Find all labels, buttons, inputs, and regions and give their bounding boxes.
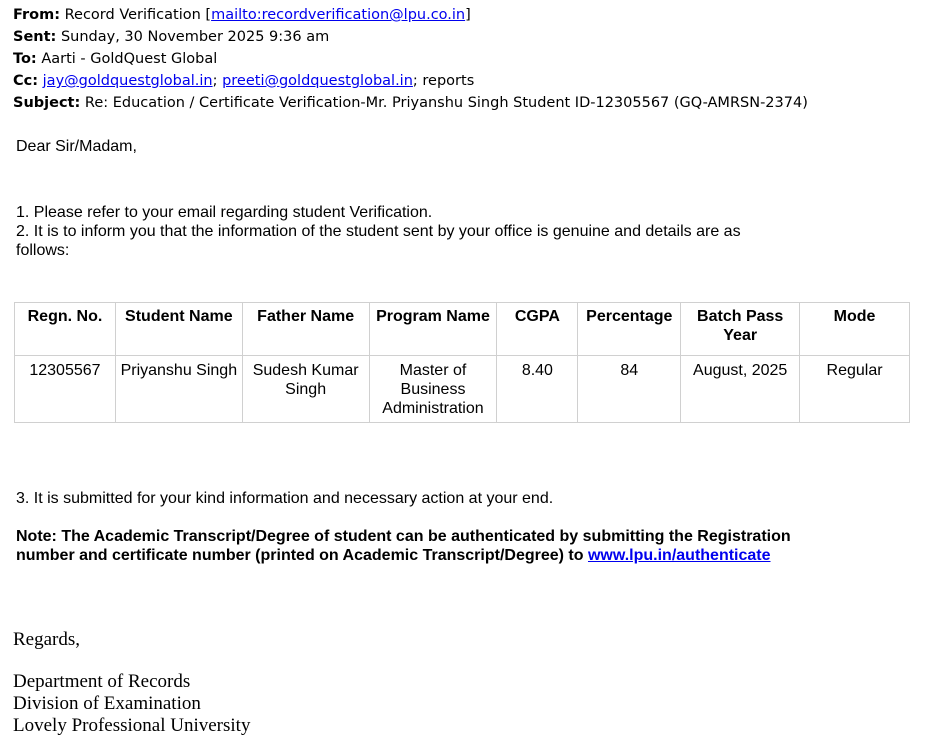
cell-percentage: 84: [578, 356, 681, 423]
column-header: Batch Pass Year: [681, 303, 800, 356]
column-header: Program Name: [369, 303, 497, 356]
column-header: Student Name: [115, 303, 242, 356]
cell-batch-pass-year: August, 2025: [681, 356, 800, 423]
table-header-row: [15, 303, 910, 356]
column-header: Father Name: [242, 303, 369, 356]
cc-link-preeti[interactable]: preeti@goldquestglobal.in: [222, 73, 413, 89]
cell-cgpa: 8.40: [497, 356, 578, 423]
table-row: [15, 356, 910, 423]
regards: Regards,: [13, 629, 81, 650]
cell-program-name: Master of Business Administration: [369, 356, 497, 423]
student-details-table: [14, 302, 910, 423]
cc-link-jay[interactable]: jay@goldquestglobal.in: [42, 73, 213, 89]
authenticate-link[interactable]: www.lpu.in/authenticate: [587, 547, 771, 564]
note: [16, 527, 791, 565]
note-line-1: Note: The Academic Transcript/Degree of student can be authenticated by submitting the Registration: [16, 528, 791, 545]
cell-regn-no: 12305567: [15, 356, 116, 423]
sent-label: Sent:: [13, 29, 57, 45]
to-label: To:: [13, 51, 37, 67]
column-header: Regn. No.: [15, 303, 116, 356]
subject-value: Re: Education / Certificate Verification-Mr. Priyanshu Singh Student ID-12305567 (GQ-AMRSN-2374): [84, 95, 808, 111]
cc-label: Cc:: [13, 73, 39, 89]
sent-line: [13, 26, 808, 48]
cc-reports: reports: [422, 73, 475, 89]
note-line-2: number and certificate number (printed on Academic Transcript/Degree) to: [16, 547, 584, 564]
sent-value: Sunday, 30 November 2025 9:36 am: [60, 29, 330, 45]
subject-label: Subject:: [13, 95, 81, 111]
column-header: Mode: [800, 303, 910, 356]
from-mailto-link[interactable]: mailto:recordverification@lpu.co.in: [211, 7, 466, 23]
signature-division: Division of Examination: [13, 693, 201, 714]
subject-line: [13, 92, 808, 114]
to-line: [13, 48, 808, 70]
greeting: Dear Sir/Madam,: [16, 138, 137, 155]
from-label: From:: [13, 7, 60, 23]
email-header: [13, 4, 808, 114]
from-line: From: Record Verification [mailto:recordverification@lpu.co.in]: [13, 7, 471, 23]
point-1: 1. Please refer to your email regarding student Verification.: [16, 204, 433, 221]
point-2-line-2: follows:: [16, 242, 70, 259]
to-value: Aarti - GoldQuest Global: [41, 51, 218, 67]
column-header: Percentage: [578, 303, 681, 356]
from-name: Record Verification: [64, 7, 201, 23]
point-2-line-1: 2. It is to inform you that the information of the student sent by your office is genuine and details are as: [16, 223, 741, 240]
signature-university: Lovely Professional University: [13, 715, 251, 736]
signature-department: Department of Records: [13, 671, 191, 692]
cell-student-name: Priyanshu Singh: [115, 356, 242, 423]
cc-line: Cc: jay@goldquestglobal.in; preeti@goldquestglobal.in; reports: [13, 73, 475, 89]
cell-father-name: Sudesh Kumar Singh: [242, 356, 369, 423]
point-3: 3. It is submitted for your kind information and necessary action at your end.: [16, 490, 554, 507]
column-header: CGPA: [497, 303, 578, 356]
cell-mode: Regular: [800, 356, 910, 423]
